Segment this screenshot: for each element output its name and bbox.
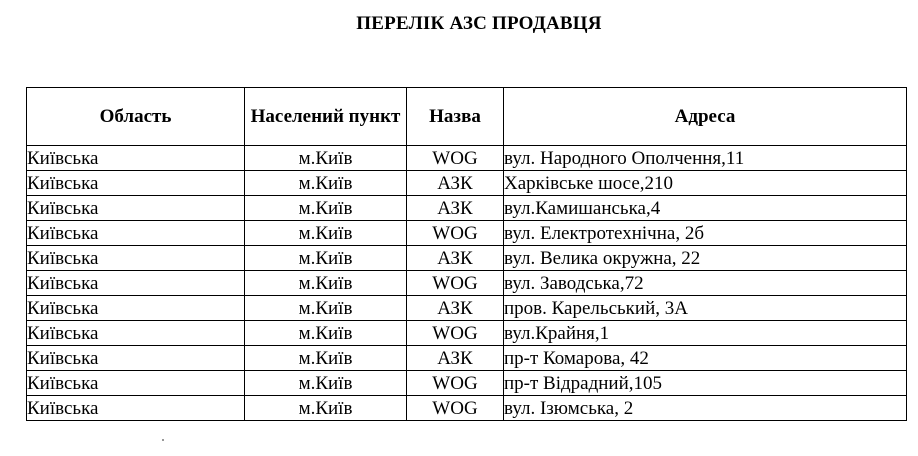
cell-name: WOG [407,371,504,396]
table-row [27,146,907,171]
cell-settlement: м.Київ [245,296,407,321]
cell-name: WOG [407,146,504,171]
cell-name: WOG [407,321,504,346]
table-row [27,221,907,246]
header-name: Назва [407,88,504,146]
cell-name: АЗК [407,296,504,321]
cell-region: Київська [27,146,245,171]
cell-address: вул.Крайня,1 [504,321,907,346]
cell-region: Київська [27,196,245,221]
cell-name: АЗК [407,346,504,371]
cell-name: АЗК [407,246,504,271]
cell-region: Київська [27,221,245,246]
table-header-row [27,88,907,146]
cell-region: Київська [27,271,245,296]
table-row [27,396,907,421]
cell-settlement: м.Київ [245,146,407,171]
cell-address: вул. Велика окружна, 22 [504,246,907,271]
cell-settlement: м.Київ [245,371,407,396]
cell-region: Київська [27,396,245,421]
table-row [27,246,907,271]
table-row [27,271,907,296]
cell-region: Київська [27,371,245,396]
table-row [27,171,907,196]
cell-region: Київська [27,346,245,371]
cell-name: WOG [407,396,504,421]
cell-address: вул. Ізюмська, 2 [504,396,907,421]
cell-settlement: м.Київ [245,221,407,246]
table-row [27,321,907,346]
cell-name: АЗК [407,171,504,196]
header-settlement: Населений пункт [245,88,407,146]
header-address: Адреса [504,88,907,146]
cell-address: вул. Народного Ополчення,11 [504,146,907,171]
cell-settlement: м.Київ [245,246,407,271]
cell-address: пр-т Комарова, 42 [504,346,907,371]
table-row [27,196,907,221]
cell-settlement: м.Київ [245,396,407,421]
cell-settlement: м.Київ [245,196,407,221]
table-row [27,371,907,396]
cell-address: Харківське шосе,210 [504,171,907,196]
cell-region: Київська [27,246,245,271]
document-title: ПЕРЕЛІК АЗС ПРОДАВЦЯ [356,13,602,34]
cell-settlement: м.Київ [245,171,407,196]
cell-settlement: м.Київ [245,321,407,346]
table-row [27,346,907,371]
header-region: Область [27,88,245,146]
cell-address: пров. Карельський, 3А [504,296,907,321]
cell-settlement: м.Київ [245,271,407,296]
cell-address: вул. Заводська,72 [504,271,907,296]
cell-address: пр-т Відрадний,105 [504,371,907,396]
cell-region: Київська [27,296,245,321]
cell-name: WOG [407,221,504,246]
cell-address: вул.Камишанська,4 [504,196,907,221]
cell-settlement: м.Київ [245,346,407,371]
scan-speck [162,439,164,441]
cell-address: вул. Електротехнічна, 2б [504,221,907,246]
stations-table [26,87,907,421]
cell-region: Київська [27,171,245,196]
table-row [27,296,907,321]
cell-name: WOG [407,271,504,296]
cell-region: Київська [27,321,245,346]
cell-name: АЗК [407,196,504,221]
